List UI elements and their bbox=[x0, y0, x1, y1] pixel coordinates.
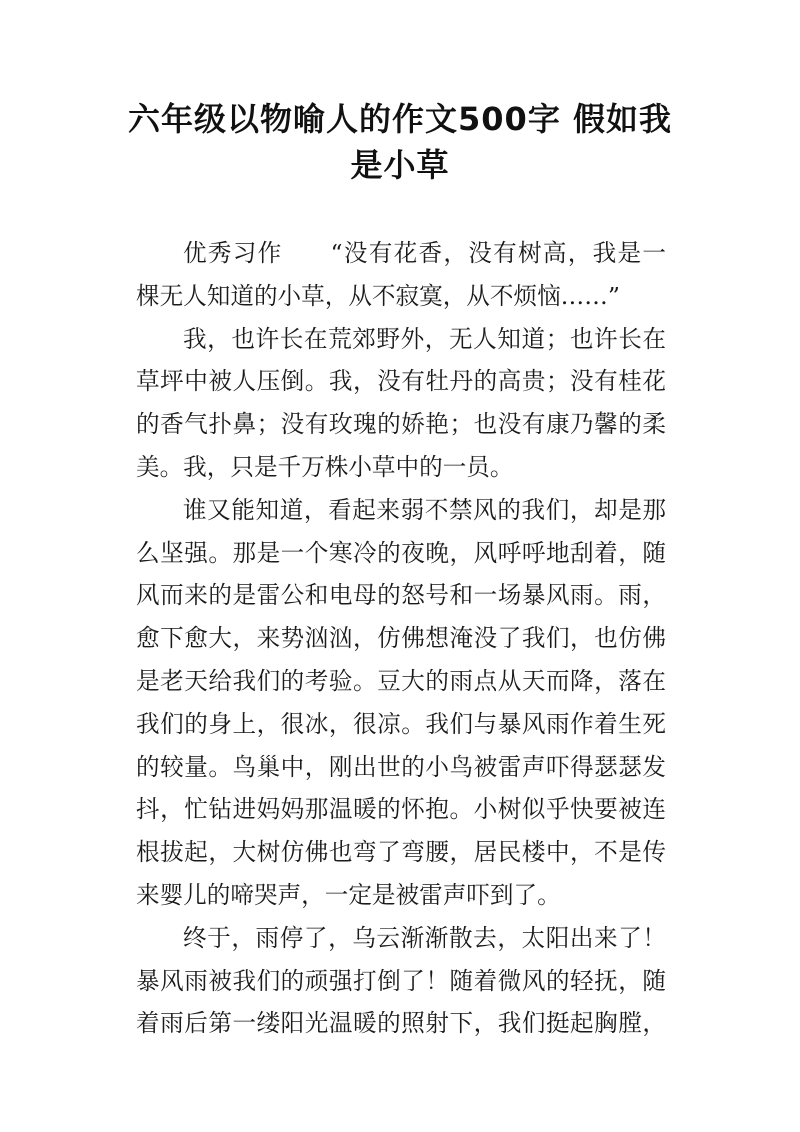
text-line: 终于，雨停了，乌云渐渐散去，太阳出来了！ bbox=[183, 923, 666, 952]
text-line: 棵无人知道的小草，从不寂寞，从不烦恼……” bbox=[136, 281, 620, 310]
text-line: 么坚强。那是一个寒冷的夜晚，风呼呼地刮着，随 bbox=[136, 538, 666, 567]
title-line-1: 六年级以物喻人的作文500字 假如我 bbox=[128, 100, 672, 138]
text-line: 的香气扑鼻；没有玫瑰的娇艳；也没有康乃馨的柔 bbox=[136, 410, 666, 439]
text-line: 美。我，只是千万株小草中的一员。 bbox=[136, 452, 514, 481]
text-line-content: “没有花香，没有树高，我是一 bbox=[330, 239, 666, 267]
text-line: 是老天给我们的考验。豆大的雨点从天而降，落在 bbox=[136, 666, 666, 695]
text-line: 谁又能知道，看起来弱不禁风的我们，却是那 bbox=[183, 495, 666, 524]
text-line: 风而来的是雷公和电母的怒号和一场暴风雨。雨， bbox=[136, 581, 666, 610]
text-line bbox=[136, 232, 666, 275]
text-line: 暴风雨被我们的顽强打倒了！随着微风的轻抚，随 bbox=[136, 966, 666, 995]
title-line-2: 是小草 bbox=[350, 146, 450, 184]
text-line: 抖，忙钻进妈妈那温暖的怀抱。小树似乎快要被连 bbox=[136, 795, 666, 824]
intro-label: 优秀习作 bbox=[183, 239, 283, 267]
document-body bbox=[136, 232, 666, 1045]
document-title bbox=[110, 96, 690, 188]
text-line: 根拔起，大树仿佛也弯了弯腰，居民楼中，不是传 bbox=[136, 838, 666, 867]
text-line: 的较量。鸟巢中，刚出世的小鸟被雷声吓得瑟瑟发 bbox=[136, 752, 666, 781]
text-line: 来婴儿的啼哭声，一定是被雷声吓到了。 bbox=[136, 880, 561, 909]
text-line: 愈下愈大，来势汹汹，仿佛想淹没了我们，也仿佛 bbox=[136, 624, 666, 653]
text-line: 草坪中被人压倒。我，没有牡丹的高贵；没有桂花 bbox=[136, 367, 666, 396]
text-line: 我们的身上，很冰，很凉。我们与暴风雨作着生死 bbox=[136, 709, 666, 738]
text-line: 我，也许长在荒郊野外，无人知道；也许长在 bbox=[183, 324, 666, 353]
text-line: 着雨后第一缕阳光温暖的照射下，我们挺起胸膛， bbox=[136, 1009, 666, 1038]
